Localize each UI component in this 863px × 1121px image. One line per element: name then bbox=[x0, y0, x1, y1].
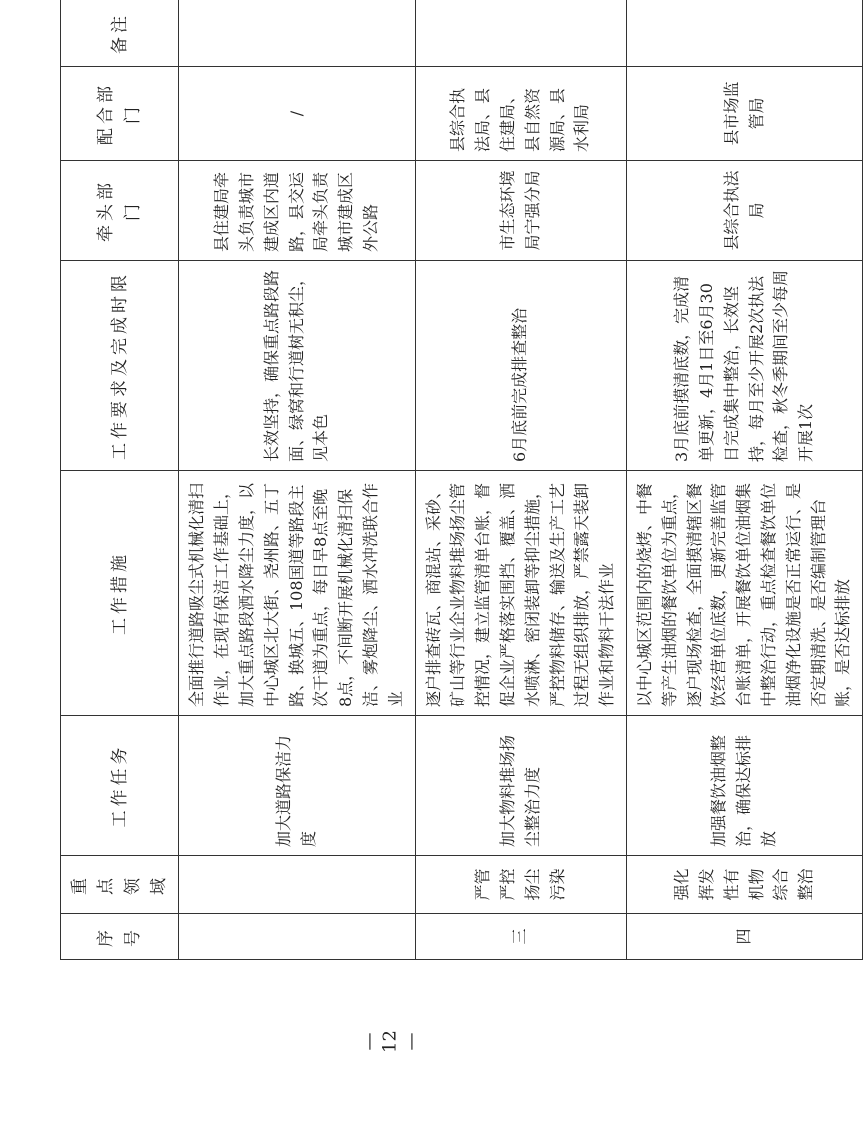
header-coop: 配合部门 bbox=[61, 67, 179, 161]
header-measure: 工作措施 bbox=[61, 471, 179, 716]
row-seq: 四 bbox=[626, 914, 862, 960]
row-task: 加大物料堆场扬尘整治力度 bbox=[415, 716, 626, 856]
row-note bbox=[626, 0, 862, 67]
row-task: 加强餐饮油烟整治，确保达标排放 bbox=[626, 716, 862, 856]
row-coop: 县综合执法局、县住建局、县自然资源局、县水利局 bbox=[415, 67, 626, 161]
row-requirement: 3月底前摸清底数，完成清单更新，4月1日至6月30日完成集中整治，长效坚持，每月至少开展2次执法检查，秋冬季期间至少每周开展1次 bbox=[626, 261, 862, 471]
row-coop: 县市场监管局 bbox=[626, 67, 862, 161]
row-requirement: 6月底前完成排查整治 bbox=[415, 261, 626, 471]
header-lead: 牵头部门 bbox=[61, 161, 179, 261]
rotated-table-wrapper bbox=[60, 0, 853, 960]
table-row bbox=[626, 0, 862, 960]
header-task: 工作任务 bbox=[61, 716, 179, 856]
row-task: 加大道路保洁力度 bbox=[179, 716, 415, 856]
row-requirement: 长效坚持，确保重点路段路面、绿窝和行道树无积尘，见本色 bbox=[179, 261, 415, 471]
row-seq: 三 bbox=[415, 914, 626, 960]
row-seq bbox=[179, 914, 415, 960]
row-measure: 逐户排查砖瓦、商混站、采砂、矿山等行业企业物料堆场扬尘管控情况，建立监管清单台账，督促企业严格落实围挡、覆盖、洒水喷淋、密闭装卸等抑尘措施，严控物料储存、输送及生产工艺过程无组织排放，严禁露天装卸作业和物料干法作业 bbox=[415, 471, 626, 716]
row-measure: 以中心城区范围内的烧烤、中餐等产生油烟的餐饮单位为重点，逐户现场检查，全面摸清辖区餐饮经营单位底数，更新完善监管台账清单，开展餐饮单位油烟集中整治行动，重点检查餐饮单位油烟净化设施是否正常运行、是否定期清洗、是否编制管理台账，是否达标排放 bbox=[626, 471, 862, 716]
table-header-row bbox=[61, 0, 179, 960]
row-note bbox=[179, 0, 415, 67]
header-note: 备注 bbox=[61, 0, 179, 67]
row-area: 强化挥发性有机物综合整治 bbox=[626, 856, 862, 914]
row-area bbox=[179, 856, 415, 914]
row-note bbox=[415, 0, 626, 67]
table-row bbox=[179, 0, 415, 960]
row-coop: / bbox=[179, 67, 415, 161]
row-lead: 县住建局牵头负责城市建成区内道路，县交运局牵头负责城市建成区外公路 bbox=[179, 161, 415, 261]
work-plan-table bbox=[60, 0, 863, 960]
row-area: 严管严控扬尘污染 bbox=[415, 856, 626, 914]
header-requirement: 工作要求及完成时限 bbox=[61, 261, 179, 471]
row-measure: 全面推行道路吸尘式机械化清扫作业，在现有保洁工作基础上，加大重点路段洒水降尘力度，以中心城区北大街、尧州路、五丁路、换城五、108国道等路段主次干道为重点，每日早8点至晚8点，不间断开展机械化清扫保洁、雾炮降尘、洒水冲洗联合作业 bbox=[179, 471, 415, 716]
table-row bbox=[415, 0, 626, 960]
row-lead: 市生态环境局宁强分局 bbox=[415, 161, 626, 261]
row-lead: 县综合执法局 bbox=[626, 161, 862, 261]
page-number: —12— bbox=[358, 1030, 422, 1053]
header-seq: 序号 bbox=[61, 914, 179, 960]
header-area: 重点领域 bbox=[61, 856, 179, 914]
